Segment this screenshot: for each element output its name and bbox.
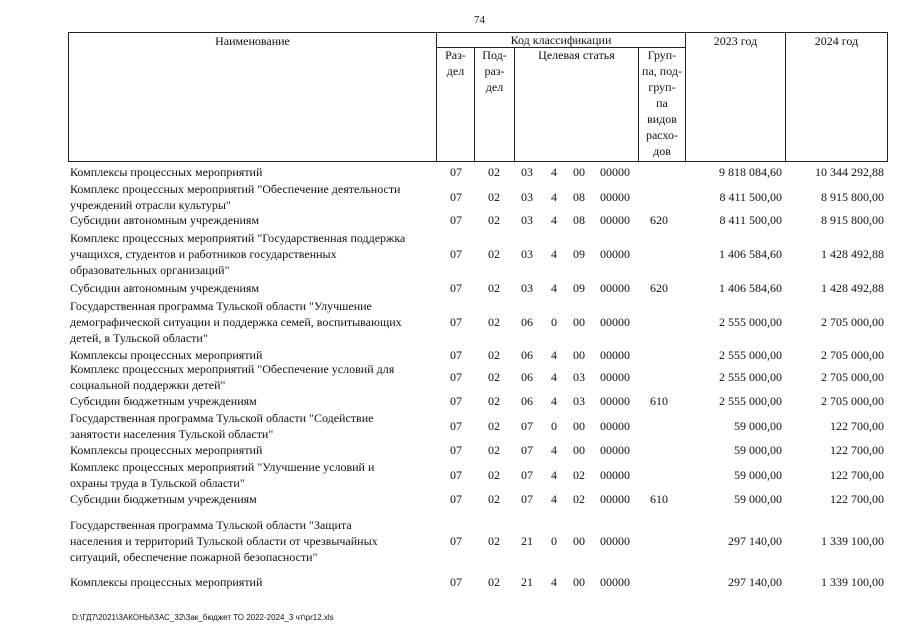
cell-rz: 07 xyxy=(450,419,462,433)
cell-v2023: 59 000,00 xyxy=(734,419,782,433)
cell-c2: 4 xyxy=(551,165,557,179)
cell-grp: 610 xyxy=(650,492,668,506)
row-name-line: учреждений отрасли культуры" xyxy=(70,198,231,212)
cell-pr: 02 xyxy=(488,575,500,589)
cell-v2023: 297 140,00 xyxy=(728,575,782,589)
row-name-line: образовательных организаций" xyxy=(70,263,230,277)
cell-c4: 00000 xyxy=(600,281,630,295)
cell-v2023: 2 555 000,00 xyxy=(719,315,782,329)
row-name xyxy=(70,442,436,458)
cell-c2: 4 xyxy=(551,370,557,384)
row-name xyxy=(70,298,436,346)
cell-c3: 03 xyxy=(573,394,585,408)
header-code-label: Код классификации xyxy=(510,33,612,47)
cell-pr: 02 xyxy=(488,281,500,295)
row-name xyxy=(70,517,436,565)
cell-v2023: 1 406 584,60 xyxy=(719,281,782,295)
cell-c4: 00000 xyxy=(600,492,630,506)
cell-v2023: 2 555 000,00 xyxy=(719,394,782,408)
footer-path: D:\ГД7\2021\ЗАКОНЫ\ЗАС_32\Зак_бюджет ТО 2022-2024_3 чт\pr12.xls xyxy=(72,613,334,622)
cell-pr: 02 xyxy=(488,468,500,482)
cell-c2: 0 xyxy=(551,419,557,433)
row-name xyxy=(70,410,436,442)
cell-c3: 08 xyxy=(573,190,585,204)
cell-rz: 07 xyxy=(450,315,462,329)
header-razdel-line: дел xyxy=(446,64,465,78)
cell-c1: 21 xyxy=(521,575,533,589)
cell-rz: 07 xyxy=(450,247,462,261)
cell-rz: 07 xyxy=(450,281,462,295)
cell-v2024: 2 705 000,00 xyxy=(821,370,884,384)
header-podrazdel-line: дел xyxy=(485,80,504,94)
cell-c3: 00 xyxy=(573,443,585,457)
row-name-line: Комплексы процессных мероприятий xyxy=(70,165,263,179)
header-2024 xyxy=(785,32,888,162)
row-name xyxy=(70,280,436,296)
header-target-label: Целевая статья xyxy=(538,48,615,62)
row-name-line: Государственная программа Тульской области "Содействие xyxy=(70,411,374,425)
cell-pr: 02 xyxy=(488,247,500,261)
row-name-line: Комплексы процессных мероприятий xyxy=(70,348,263,362)
cell-c2: 4 xyxy=(551,492,557,506)
row-name-line: демографической ситуации и поддержка семей, воспитывающих xyxy=(70,315,402,329)
row-name-line: Субсидии автономным учреждениям xyxy=(70,281,260,295)
row-name-line: Комплексы процессных мероприятий xyxy=(70,443,263,457)
cell-v2024: 1 339 100,00 xyxy=(821,534,884,548)
cell-grp: 620 xyxy=(650,281,668,295)
cell-c4: 00000 xyxy=(600,247,630,261)
row-name-line: Комплексы процессных мероприятий xyxy=(70,575,263,589)
cell-c4: 00000 xyxy=(600,468,630,482)
cell-c2: 0 xyxy=(551,534,557,548)
cell-pr: 02 xyxy=(488,165,500,179)
row-name-line: Государственная программа Тульской области "Улучшение xyxy=(70,299,372,313)
cell-pr: 02 xyxy=(488,419,500,433)
row-name-line: детей, в Тульской области" xyxy=(70,331,208,345)
header-group xyxy=(638,47,686,162)
header-group-line: па, под- xyxy=(642,64,682,78)
cell-c2: 4 xyxy=(551,213,557,227)
header-target xyxy=(514,47,639,162)
row-name xyxy=(70,393,436,409)
header-group-line: расхо- xyxy=(645,128,679,142)
row-name-line: учащихся, студентов и работников государственных xyxy=(70,247,337,261)
cell-c3: 00 xyxy=(573,315,585,329)
row-name-line: занятости населения Тульской области" xyxy=(70,427,274,441)
header-podrazdel-line: Под- xyxy=(482,48,507,62)
row-name xyxy=(70,181,436,213)
cell-c4: 00000 xyxy=(600,394,630,408)
cell-c1: 06 xyxy=(521,315,533,329)
cell-c2: 4 xyxy=(551,443,557,457)
header-2024-label: 2024 год xyxy=(814,34,859,48)
header-group-line: дов xyxy=(653,144,671,158)
cell-c4: 00000 xyxy=(600,419,630,433)
cell-c2: 4 xyxy=(551,247,557,261)
cell-v2023: 8 411 500,00 xyxy=(719,190,782,204)
row-name xyxy=(70,459,436,491)
cell-c1: 21 xyxy=(521,534,533,548)
cell-v2024: 8 915 800,00 xyxy=(821,213,884,227)
cell-pr: 02 xyxy=(488,190,500,204)
cell-rz: 07 xyxy=(450,394,462,408)
row-name-line: Комплекс процессных мероприятий "Государственная поддержка xyxy=(70,231,406,245)
cell-rz: 07 xyxy=(450,443,462,457)
cell-v2023: 59 000,00 xyxy=(734,468,782,482)
cell-c4: 00000 xyxy=(600,315,630,329)
cell-c1: 07 xyxy=(521,443,533,457)
cell-c3: 02 xyxy=(573,468,585,482)
cell-rz: 07 xyxy=(450,370,462,384)
cell-v2023: 2 555 000,00 xyxy=(719,348,782,362)
cell-pr: 02 xyxy=(488,315,500,329)
cell-v2023: 59 000,00 xyxy=(734,492,782,506)
cell-c2: 4 xyxy=(551,575,557,589)
cell-c3: 00 xyxy=(573,348,585,362)
cell-v2024: 2 705 000,00 xyxy=(821,348,884,362)
cell-c1: 07 xyxy=(521,492,533,506)
cell-v2024: 1 428 492,88 xyxy=(821,247,884,261)
cell-c3: 00 xyxy=(573,575,585,589)
row-name-line: Субсидии автономным учреждениям xyxy=(70,213,260,227)
cell-c4: 00000 xyxy=(600,165,630,179)
row-name xyxy=(70,574,436,590)
cell-c2: 4 xyxy=(551,348,557,362)
cell-c2: 4 xyxy=(551,394,557,408)
cell-v2024: 1 428 492,88 xyxy=(821,281,884,295)
cell-c1: 03 xyxy=(521,281,533,295)
cell-v2024: 122 700,00 xyxy=(830,419,884,433)
header-group-line: па xyxy=(656,96,668,110)
cell-c3: 00 xyxy=(573,165,585,179)
cell-c4: 00000 xyxy=(600,348,630,362)
header-2023 xyxy=(685,32,786,162)
cell-c1: 03 xyxy=(521,247,533,261)
row-name-line: Субсидии бюджетным учреждениям xyxy=(70,394,257,408)
cell-v2023: 8 411 500,00 xyxy=(719,213,782,227)
row-name-line: ситуаций, обеспечение пожарной безопасности" xyxy=(70,550,318,564)
cell-rz: 07 xyxy=(450,575,462,589)
cell-v2024: 10 344 292,88 xyxy=(815,165,884,179)
row-name-line: Государственная программа Тульской области "Защита xyxy=(70,518,352,532)
header-2023-label: 2023 год xyxy=(713,34,758,48)
row-name-line: социальной поддержки детей" xyxy=(70,378,226,392)
cell-c1: 06 xyxy=(521,348,533,362)
cell-c4: 00000 xyxy=(600,370,630,384)
cell-v2024: 122 700,00 xyxy=(830,492,884,506)
row-name xyxy=(70,361,436,393)
page-number: 74 xyxy=(474,14,485,26)
cell-c3: 00 xyxy=(573,419,585,433)
cell-c2: 4 xyxy=(551,190,557,204)
row-name-line: Субсидии бюджетным учреждениям xyxy=(70,492,257,506)
header-group-line: видов xyxy=(647,112,677,126)
cell-v2023: 297 140,00 xyxy=(728,534,782,548)
cell-c2: 4 xyxy=(551,281,557,295)
cell-c1: 03 xyxy=(521,165,533,179)
cell-v2024: 1 339 100,00 xyxy=(821,575,884,589)
row-name-line: населения и территорий Тульской области от чрезвычайных xyxy=(70,534,378,548)
cell-c3: 08 xyxy=(573,213,585,227)
header-name xyxy=(68,32,437,162)
cell-rz: 07 xyxy=(450,492,462,506)
header-podrazdel xyxy=(474,47,515,162)
cell-c3: 09 xyxy=(573,281,585,295)
cell-pr: 02 xyxy=(488,443,500,457)
cell-v2024: 2 705 000,00 xyxy=(821,315,884,329)
cell-c2: 4 xyxy=(551,468,557,482)
cell-pr: 02 xyxy=(488,534,500,548)
cell-v2023: 2 555 000,00 xyxy=(719,370,782,384)
row-name-line: Комплекс процессных мероприятий "Обеспечение деятельности xyxy=(70,182,401,196)
cell-c3: 03 xyxy=(573,370,585,384)
cell-c4: 00000 xyxy=(600,575,630,589)
cell-c3: 02 xyxy=(573,492,585,506)
cell-rz: 07 xyxy=(450,348,462,362)
cell-c3: 09 xyxy=(573,247,585,261)
row-name-line: Комплекс процессных мероприятий "Улучшение условий и xyxy=(70,460,375,474)
cell-rz: 07 xyxy=(450,190,462,204)
row-name xyxy=(70,212,436,228)
cell-c1: 06 xyxy=(521,370,533,384)
header-group-line: груп- xyxy=(648,80,676,94)
cell-c1: 07 xyxy=(521,419,533,433)
cell-rz: 07 xyxy=(450,165,462,179)
row-name-line: охраны труда в Тульской области" xyxy=(70,476,245,490)
cell-pr: 02 xyxy=(488,370,500,384)
cell-grp: 620 xyxy=(650,213,668,227)
cell-c4: 00000 xyxy=(600,213,630,227)
cell-c1: 06 xyxy=(521,394,533,408)
cell-rz: 07 xyxy=(450,468,462,482)
cell-c4: 00000 xyxy=(600,190,630,204)
cell-c1: 03 xyxy=(521,213,533,227)
cell-v2024: 8 915 800,00 xyxy=(821,190,884,204)
header-group-line: Груп- xyxy=(647,48,677,62)
header-podrazdel-line: раз- xyxy=(484,64,505,78)
cell-c4: 00000 xyxy=(600,443,630,457)
cell-v2024: 2 705 000,00 xyxy=(821,394,884,408)
cell-rz: 07 xyxy=(450,213,462,227)
cell-v2023: 9 818 084,60 xyxy=(719,165,782,179)
cell-c1: 03 xyxy=(521,190,533,204)
cell-pr: 02 xyxy=(488,348,500,362)
cell-rz: 07 xyxy=(450,534,462,548)
cell-v2024: 122 700,00 xyxy=(830,468,884,482)
row-name xyxy=(70,164,436,180)
cell-v2023: 1 406 584,60 xyxy=(719,247,782,261)
cell-v2023: 59 000,00 xyxy=(734,443,782,457)
row-name xyxy=(70,230,436,278)
cell-c4: 00000 xyxy=(600,534,630,548)
row-name-line: Комплекс процессных мероприятий "Обеспечение условий для xyxy=(70,362,395,376)
row-name xyxy=(70,491,436,507)
header-name-label: Наименование xyxy=(215,34,290,48)
cell-c1: 07 xyxy=(521,468,533,482)
cell-pr: 02 xyxy=(488,394,500,408)
cell-pr: 02 xyxy=(488,213,500,227)
header-razdel xyxy=(436,47,475,162)
cell-c3: 00 xyxy=(573,534,585,548)
cell-v2024: 122 700,00 xyxy=(830,443,884,457)
header-code xyxy=(436,32,686,48)
cell-pr: 02 xyxy=(488,492,500,506)
header-razdel-line: Раз- xyxy=(445,48,466,62)
cell-c2: 0 xyxy=(551,315,557,329)
cell-grp: 610 xyxy=(650,394,668,408)
